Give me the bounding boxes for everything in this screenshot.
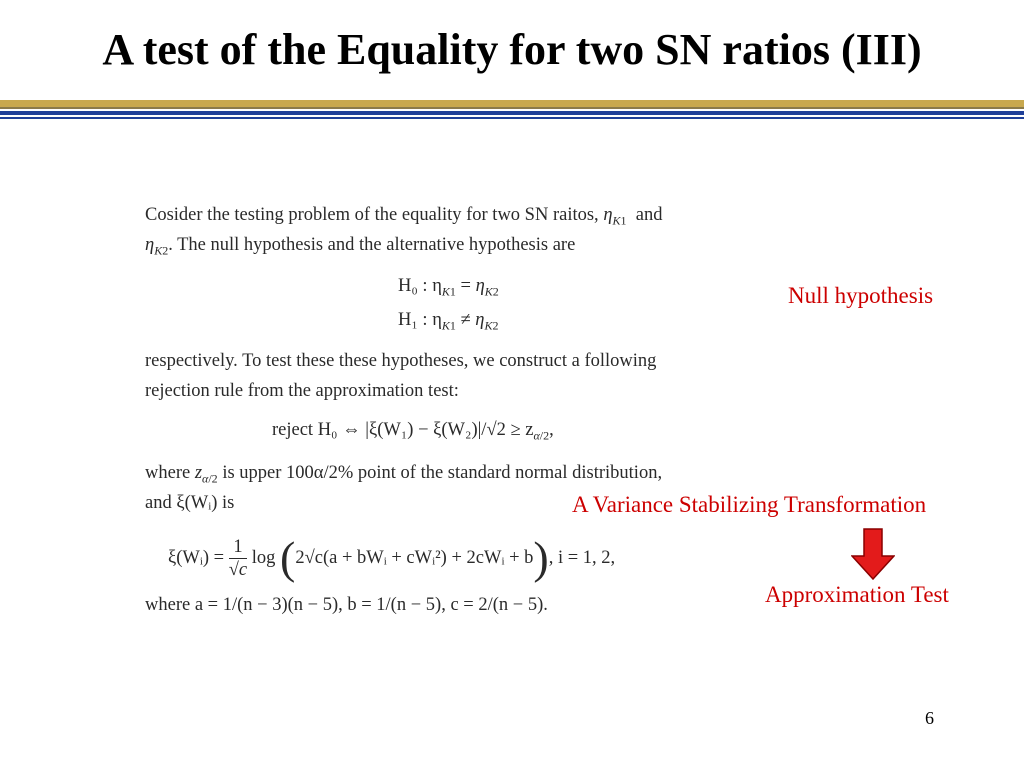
paragraph-where-line1: where $z_{\alpha/2}$ is upper 100α/2% point of the standard normal distribution, [145,463,663,486]
alternative-hypothesis-equation: H₁ : $\eta_{K1} \ne \eta_{K2}$ [398,310,499,333]
paragraph-rejection-line1: respectively. To test these these hypotheses, we construct a following [145,351,657,371]
slide-title: A test of the Equality for two SN ratios (III) [102,25,922,74]
paragraph-rejection-line2: rejection rule from the approximation test: [145,381,459,401]
down-arrow-icon [851,528,895,580]
paragraph-constants: where a = 1/(n − 3)(n − 5), b = 1/(n − 5), c = 2/(n − 5). [145,595,548,615]
paragraph-where-line2: and ξ(Wᵢ) is [145,493,235,513]
annotation-approximation-test: Approximation Test [765,582,949,607]
vst-fraction: $\frac{1}{√c}$ [228,536,248,580]
paragraph-intro-line1: Cosider the testing problem of the equality for two SN raitos, $\eta_{K1}$ and [145,205,663,228]
paragraph-intro-line2: $\eta_{K2}$. The null hypothesis and the alternative hypothesis are [145,235,576,258]
annotation-null-hypothesis: Null hypothesis [788,283,934,308]
rejection-rule-equation: reject H₀ ⇔ $|\xi(W_1) - \xi(W_2)|/√2 \ge z_{\alpha/2}$, [272,420,554,443]
vst-equation: ξ(Wᵢ) = $\frac{1}{√c}$ log ( 2√c(a + bWᵢ + cWᵢ²) + 2cWᵢ + b ) , i = 1, 2, [168,532,616,583]
title-divider [0,100,1024,124]
page-number: 6 [925,708,934,728]
annotation-vst: A Variance Stabilizing Transformation [572,492,927,517]
null-hypothesis-equation: H₀ : $\eta_{K1} = \eta_{K2}$ [398,276,499,299]
